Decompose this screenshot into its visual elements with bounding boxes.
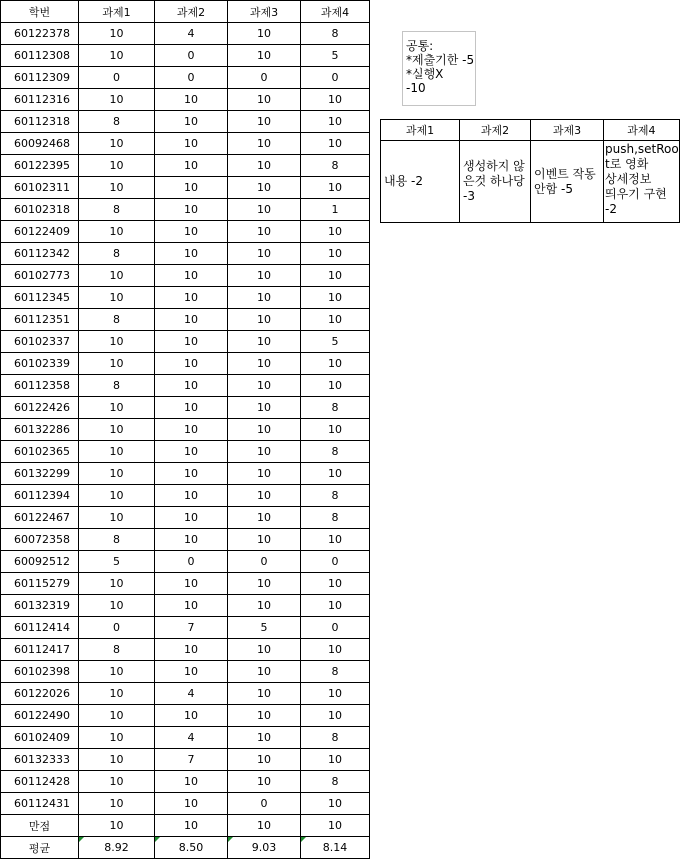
- table-row: [1, 683, 370, 705]
- deduction-line: -3: [463, 189, 475, 203]
- table-row: [1, 639, 370, 661]
- row-label-cell[interactable]: 60122426: [1, 397, 79, 419]
- table-row: [1, 507, 370, 529]
- score-cell[interactable]: 10: [155, 155, 228, 177]
- score-cell[interactable]: 8: [301, 23, 370, 45]
- table-row: [1, 45, 370, 67]
- row-label-cell[interactable]: 60092512: [1, 551, 79, 573]
- table-row: [1, 551, 370, 573]
- score-cell[interactable]: 10: [228, 705, 301, 727]
- score-cell[interactable]: 10: [155, 661, 228, 683]
- score-cell[interactable]: 8.14: [301, 837, 370, 859]
- table-row: [1, 199, 370, 221]
- score-cell[interactable]: 10: [79, 661, 155, 683]
- score-cell[interactable]: 0: [301, 617, 370, 639]
- row-label-cell[interactable]: 평균: [1, 837, 79, 859]
- deduction-line: 띄우기 구현: [605, 187, 667, 201]
- score-cell[interactable]: 10: [155, 815, 228, 837]
- score-cell[interactable]: 10: [155, 793, 228, 815]
- score-cell[interactable]: 10: [155, 573, 228, 595]
- deduction-line: 상세정보: [605, 172, 652, 186]
- row-label-cell[interactable]: 60092468: [1, 133, 79, 155]
- score-cell[interactable]: 10: [79, 507, 155, 529]
- score-cell[interactable]: 0: [79, 617, 155, 639]
- table-row: [1, 67, 370, 89]
- score-cell[interactable]: 10: [228, 485, 301, 507]
- score-cell[interactable]: 10: [228, 45, 301, 67]
- row-label-cell[interactable]: 60102311: [1, 177, 79, 199]
- score-cell[interactable]: 10: [301, 375, 370, 397]
- row-label-cell[interactable]: 60112428: [1, 771, 79, 793]
- score-cell[interactable]: 10: [228, 111, 301, 133]
- score-cell[interactable]: 0: [155, 45, 228, 67]
- score-cell[interactable]: 0: [155, 551, 228, 573]
- deduction-line: t로 영화: [605, 157, 649, 171]
- deductions-header-row: [381, 120, 680, 141]
- row-label-cell[interactable]: 60122395: [1, 155, 79, 177]
- row-label-cell[interactable]: 60122026: [1, 683, 79, 705]
- score-cell[interactable]: 0: [228, 67, 301, 89]
- score-cell[interactable]: 8: [301, 155, 370, 177]
- score-cell[interactable]: 10: [228, 221, 301, 243]
- score-cell[interactable]: 10: [155, 397, 228, 419]
- table-row: [1, 617, 370, 639]
- row-label-cell[interactable]: 60102773: [1, 265, 79, 287]
- deduction-cell[interactable]: [460, 141, 531, 223]
- deduction-line: 내용 -2: [384, 174, 423, 188]
- score-cell[interactable]: 10: [79, 463, 155, 485]
- score-cell[interactable]: 10: [228, 243, 301, 265]
- common-note: [402, 31, 476, 106]
- row-label-cell[interactable]: 60102398: [1, 661, 79, 683]
- score-cell[interactable]: 8: [301, 771, 370, 793]
- score-cell[interactable]: 10: [228, 265, 301, 287]
- score-cell[interactable]: 과제3: [228, 1, 301, 23]
- score-cell[interactable]: 8: [301, 661, 370, 683]
- deduction-header-cell[interactable]: 과제2: [460, 120, 531, 141]
- score-cell[interactable]: 4: [155, 683, 228, 705]
- score-cell[interactable]: 0: [301, 551, 370, 573]
- score-cell[interactable]: 4: [155, 727, 228, 749]
- score-cell[interactable]: 8.92: [79, 837, 155, 859]
- table-row: [1, 353, 370, 375]
- score-cell[interactable]: 10: [228, 397, 301, 419]
- score-cell[interactable]: 과제2: [155, 1, 228, 23]
- score-cell[interactable]: 10: [301, 419, 370, 441]
- score-cell[interactable]: 5: [301, 45, 370, 67]
- score-cell[interactable]: 10: [155, 243, 228, 265]
- score-cell[interactable]: 10: [228, 727, 301, 749]
- score-cell[interactable]: 8: [79, 243, 155, 265]
- score-cell[interactable]: 10: [155, 441, 228, 463]
- table-row: [1, 419, 370, 441]
- row-label-cell[interactable]: 60072358: [1, 529, 79, 551]
- score-cell[interactable]: 10: [79, 793, 155, 815]
- score-cell[interactable]: 10: [301, 265, 370, 287]
- score-cell[interactable]: 10: [301, 683, 370, 705]
- deduction-line: push,setRoo: [605, 142, 679, 156]
- note-line: 공통:: [406, 39, 434, 53]
- score-cell[interactable]: 10: [155, 177, 228, 199]
- score-cell[interactable]: 10: [79, 749, 155, 771]
- score-cell[interactable]: 8: [79, 111, 155, 133]
- row-label-cell[interactable]: 60122490: [1, 705, 79, 727]
- score-cell[interactable]: 10: [155, 89, 228, 111]
- row-label-cell[interactable]: 60115279: [1, 573, 79, 595]
- score-cell[interactable]: 10: [301, 287, 370, 309]
- score-cell[interactable]: 10: [301, 749, 370, 771]
- score-cell[interactable]: 10: [301, 573, 370, 595]
- deduction-line: 안함 -5: [534, 181, 573, 196]
- score-cell[interactable]: 10: [301, 243, 370, 265]
- score-cell[interactable]: 10: [155, 507, 228, 529]
- score-cell[interactable]: 8: [79, 529, 155, 551]
- deduction-cell[interactable]: [381, 141, 460, 223]
- score-cell[interactable]: 10: [79, 727, 155, 749]
- table-row: [1, 177, 370, 199]
- row-label-cell[interactable]: 만점: [1, 815, 79, 837]
- score-cell[interactable]: 10: [301, 793, 370, 815]
- score-cell[interactable]: 10: [301, 111, 370, 133]
- row-label-cell[interactable]: 학번: [1, 1, 79, 23]
- deduction-header-cell[interactable]: 과제3: [531, 120, 604, 141]
- score-cell[interactable]: 10: [155, 309, 228, 331]
- score-cell[interactable]: 10: [301, 705, 370, 727]
- max-score-row: [1, 815, 370, 837]
- score-cell[interactable]: 10: [79, 45, 155, 67]
- score-cell[interactable]: 10: [301, 595, 370, 617]
- score-cell[interactable]: 10: [155, 419, 228, 441]
- deduction-line: 생성하지 않: [463, 159, 525, 173]
- table-row: [1, 133, 370, 155]
- score-cell[interactable]: 10: [155, 199, 228, 221]
- score-cell[interactable]: 10: [155, 639, 228, 661]
- score-cell[interactable]: 10: [301, 463, 370, 485]
- deduction-line: -2: [605, 202, 617, 216]
- header-row: [1, 1, 370, 23]
- row-label-cell[interactable]: 60112318: [1, 111, 79, 133]
- score-cell[interactable]: 10: [79, 573, 155, 595]
- score-cell[interactable]: 10: [155, 705, 228, 727]
- table-row: [1, 771, 370, 793]
- row-label-cell[interactable]: 60102409: [1, 727, 79, 749]
- score-cell[interactable]: 10: [155, 221, 228, 243]
- note-line: *실행X: [406, 67, 444, 81]
- score-cell[interactable]: 10: [228, 441, 301, 463]
- row-label-cell[interactable]: 60112342: [1, 243, 79, 265]
- row-label-cell[interactable]: 60132319: [1, 595, 79, 617]
- score-cell[interactable]: 10: [301, 815, 370, 837]
- row-label-cell[interactable]: 60112414: [1, 617, 79, 639]
- score-cell[interactable]: 10: [79, 771, 155, 793]
- score-cell[interactable]: 10: [79, 705, 155, 727]
- row-label-cell[interactable]: 60102339: [1, 353, 79, 375]
- score-cell[interactable]: 9.03: [228, 837, 301, 859]
- score-cell[interactable]: 5: [301, 331, 370, 353]
- score-cell[interactable]: 10: [155, 111, 228, 133]
- score-cell[interactable]: 10: [79, 441, 155, 463]
- score-cell[interactable]: 10: [79, 485, 155, 507]
- deduction-header-cell[interactable]: 과제1: [381, 120, 460, 141]
- deduction-line: 은것 하나당: [463, 174, 525, 188]
- score-cell[interactable]: 10: [79, 353, 155, 375]
- row-label-cell[interactable]: 60112309: [1, 67, 79, 89]
- score-cell[interactable]: 10: [228, 199, 301, 221]
- score-cell[interactable]: 10: [301, 353, 370, 375]
- deduction-cell[interactable]: [604, 141, 680, 223]
- score-cell[interactable]: 10: [79, 265, 155, 287]
- table-row: [1, 331, 370, 353]
- score-cell[interactable]: 8: [79, 309, 155, 331]
- score-cell[interactable]: 0: [228, 793, 301, 815]
- score-cell[interactable]: 10: [79, 397, 155, 419]
- row-label-cell[interactable]: 60102365: [1, 441, 79, 463]
- score-cell[interactable]: 5: [79, 551, 155, 573]
- table-row: [1, 287, 370, 309]
- score-cell[interactable]: 10: [228, 331, 301, 353]
- table-row: [1, 749, 370, 771]
- score-cell[interactable]: 10: [228, 529, 301, 551]
- score-cell[interactable]: 과제1: [79, 1, 155, 23]
- table-row: [1, 375, 370, 397]
- table-row: [1, 595, 370, 617]
- score-cell[interactable]: 10: [228, 507, 301, 529]
- score-cell[interactable]: 10: [79, 23, 155, 45]
- score-cell[interactable]: 10: [155, 771, 228, 793]
- score-cell[interactable]: 7: [155, 617, 228, 639]
- deductions-table: [380, 119, 680, 223]
- row-label-cell[interactable]: 60122467: [1, 507, 79, 529]
- score-cell[interactable]: 10: [79, 133, 155, 155]
- score-cell[interactable]: 0: [301, 67, 370, 89]
- score-cell[interactable]: 10: [155, 595, 228, 617]
- table-row: [1, 661, 370, 683]
- deduction-line: 이벤트 작동: [534, 166, 596, 181]
- table-row: [1, 111, 370, 133]
- score-cell[interactable]: 0: [79, 67, 155, 89]
- average-row: [1, 837, 370, 859]
- score-cell[interactable]: 8: [79, 199, 155, 221]
- score-cell[interactable]: 10: [155, 375, 228, 397]
- table-row: [1, 573, 370, 595]
- score-cell[interactable]: 10: [79, 155, 155, 177]
- score-cell[interactable]: 10: [228, 287, 301, 309]
- score-cell[interactable]: 8: [301, 441, 370, 463]
- row-label-cell[interactable]: 60112316: [1, 89, 79, 111]
- table-row: [1, 23, 370, 45]
- score-cell[interactable]: 10: [155, 287, 228, 309]
- score-cell[interactable]: 10: [228, 177, 301, 199]
- score-cell[interactable]: 10: [79, 331, 155, 353]
- row-label-cell[interactable]: 60112345: [1, 287, 79, 309]
- score-cell[interactable]: 8: [301, 397, 370, 419]
- score-cell[interactable]: 10: [228, 309, 301, 331]
- score-cell[interactable]: 10: [79, 287, 155, 309]
- table-row: [1, 265, 370, 287]
- score-cell[interactable]: 10: [155, 485, 228, 507]
- row-label-cell[interactable]: 60112351: [1, 309, 79, 331]
- row-label-cell[interactable]: 60102318: [1, 199, 79, 221]
- score-cell[interactable]: 10: [79, 683, 155, 705]
- row-label-cell[interactable]: 60122409: [1, 221, 79, 243]
- score-cell[interactable]: 0: [228, 551, 301, 573]
- score-cell[interactable]: 10: [301, 221, 370, 243]
- row-label-cell[interactable]: 60132299: [1, 463, 79, 485]
- score-cell[interactable]: 10: [155, 353, 228, 375]
- score-cell[interactable]: 10: [301, 133, 370, 155]
- row-label-cell[interactable]: 60102337: [1, 331, 79, 353]
- score-cell[interactable]: 10: [301, 529, 370, 551]
- table-row: [1, 529, 370, 551]
- score-cell[interactable]: 8: [301, 507, 370, 529]
- row-label-cell[interactable]: 60112308: [1, 45, 79, 67]
- score-cell[interactable]: 10: [228, 771, 301, 793]
- score-cell[interactable]: 7: [155, 749, 228, 771]
- score-cell[interactable]: 10: [301, 89, 370, 111]
- deduction-cell[interactable]: [531, 141, 604, 223]
- score-cell[interactable]: 10: [79, 595, 155, 617]
- score-cell[interactable]: 10: [228, 661, 301, 683]
- table-row: [1, 441, 370, 463]
- score-cell[interactable]: 10: [155, 331, 228, 353]
- score-cell[interactable]: 10: [301, 639, 370, 661]
- row-label-cell[interactable]: 60112431: [1, 793, 79, 815]
- score-cell[interactable]: 8.50: [155, 837, 228, 859]
- score-cell[interactable]: 1: [301, 199, 370, 221]
- table-row: [1, 89, 370, 111]
- score-cell[interactable]: 10: [228, 353, 301, 375]
- score-cell[interactable]: 0: [155, 67, 228, 89]
- table-row: [1, 705, 370, 727]
- row-label-cell[interactable]: 60132286: [1, 419, 79, 441]
- score-cell[interactable]: 10: [228, 683, 301, 705]
- table-row: [1, 485, 370, 507]
- score-cell[interactable]: 10: [155, 463, 228, 485]
- table-row: [1, 221, 370, 243]
- score-cell[interactable]: 8: [79, 639, 155, 661]
- score-cell[interactable]: 10: [79, 419, 155, 441]
- score-cell[interactable]: 8: [79, 375, 155, 397]
- score-cell[interactable]: 5: [228, 617, 301, 639]
- table-row: [1, 727, 370, 749]
- row-label-cell[interactable]: 60112394: [1, 485, 79, 507]
- score-cell[interactable]: 10: [228, 573, 301, 595]
- deductions-row: [381, 141, 680, 223]
- score-cell[interactable]: 10: [228, 639, 301, 661]
- score-cell[interactable]: 10: [228, 89, 301, 111]
- score-cell[interactable]: 과제4: [301, 1, 370, 23]
- score-cell[interactable]: 10: [155, 133, 228, 155]
- score-cell[interactable]: 10: [228, 155, 301, 177]
- table-row: [1, 397, 370, 419]
- score-cell[interactable]: 10: [228, 23, 301, 45]
- table-row: [1, 793, 370, 815]
- score-cell[interactable]: 10: [79, 177, 155, 199]
- score-cell[interactable]: 10: [228, 133, 301, 155]
- score-cell[interactable]: 10: [228, 815, 301, 837]
- note-line: *제출기한 -5: [406, 53, 475, 67]
- table-row: [1, 463, 370, 485]
- score-cell[interactable]: 10: [79, 815, 155, 837]
- score-cell[interactable]: 10: [79, 89, 155, 111]
- score-cell[interactable]: 10: [301, 177, 370, 199]
- score-cell[interactable]: 10: [228, 375, 301, 397]
- row-label-cell[interactable]: 60112358: [1, 375, 79, 397]
- row-label-cell[interactable]: 60112417: [1, 639, 79, 661]
- deduction-header-cell[interactable]: 과제4: [604, 120, 680, 141]
- score-cell[interactable]: 4: [155, 23, 228, 45]
- table-row: [1, 155, 370, 177]
- score-cell[interactable]: 8: [301, 727, 370, 749]
- score-cell[interactable]: 10: [155, 265, 228, 287]
- score-cell[interactable]: 10: [228, 463, 301, 485]
- score-cell[interactable]: 10: [228, 749, 301, 771]
- note-line: -10: [406, 81, 426, 95]
- score-cell[interactable]: 10: [228, 595, 301, 617]
- score-cell[interactable]: 8: [301, 485, 370, 507]
- row-label-cell[interactable]: 60122378: [1, 23, 79, 45]
- table-row: [1, 309, 370, 331]
- score-cell[interactable]: 10: [79, 221, 155, 243]
- score-cell[interactable]: 10: [301, 309, 370, 331]
- score-cell[interactable]: 10: [228, 419, 301, 441]
- table-row: [1, 243, 370, 265]
- row-label-cell[interactable]: 60132333: [1, 749, 79, 771]
- score-cell[interactable]: 10: [155, 529, 228, 551]
